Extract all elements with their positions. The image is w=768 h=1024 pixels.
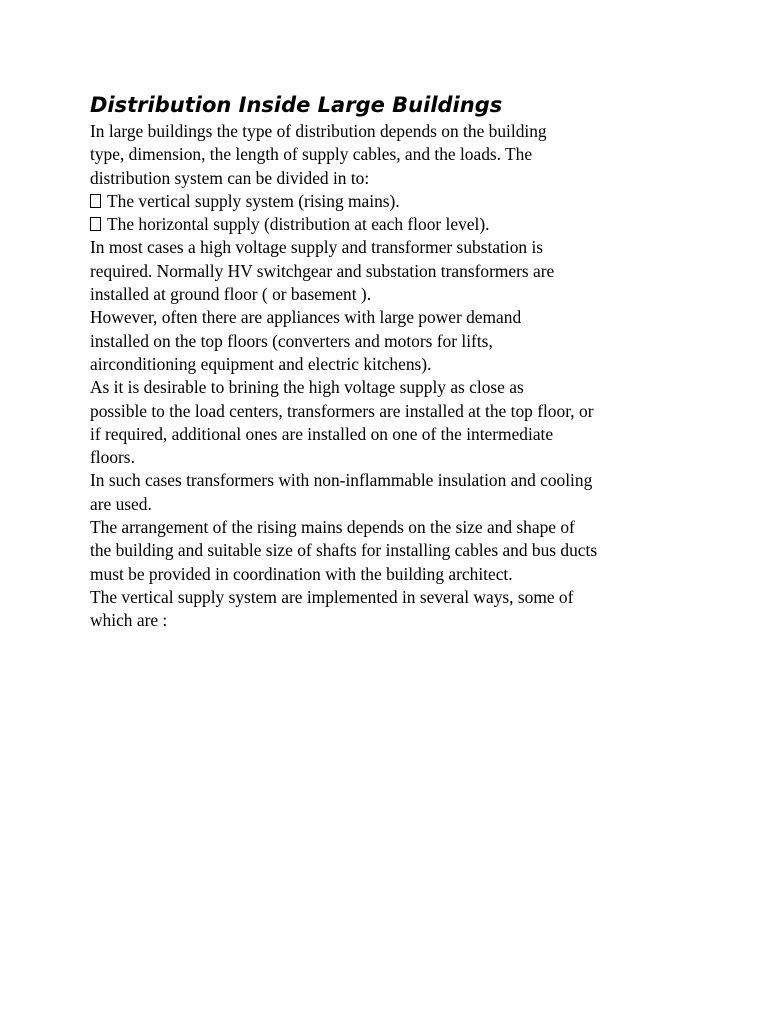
bullet-item-text: The vertical supply system (rising mains). (107, 190, 400, 211)
text-line: In such cases transformers with non-inflammable insulation and cooling (90, 470, 593, 491)
text-line: However, often there are appliances with large power demand (90, 307, 522, 328)
text-line: In most cases a high voltage supply and transformer substation is (90, 237, 544, 258)
text-line: distribution system can be divided in to: (90, 167, 370, 188)
text-line: installed on the top floors (converters and motors for lifts, (90, 330, 493, 351)
text-line: if required, additional ones are installed on one of the intermediate (90, 423, 554, 444)
text-line: floors. (90, 447, 135, 468)
text-line: are used. (90, 493, 152, 514)
text-line: The arrangement of the rising mains depends on the size and shape of (90, 517, 575, 538)
document-title: Distribution Inside Large Buildings (90, 93, 503, 117)
text-line: must be provided in coordination with the building architect. (90, 563, 513, 584)
bullet-item (90, 213, 690, 236)
missing-glyph-box-icon (90, 217, 101, 231)
text-line: which are : (90, 610, 168, 631)
bullet-item (90, 190, 690, 213)
text-line: As it is desirable to brining the high voltage supply as close as (90, 377, 524, 398)
text-line: In large buildings the type of distribution depends on the building (90, 121, 547, 141)
bullet-item-text: The horizontal supply (distribution at each floor level). (107, 214, 490, 235)
text-line: possible to the load centers, transformers are installed at the top floor, or (90, 400, 594, 421)
document-body (90, 120, 690, 633)
missing-glyph-box-icon (90, 194, 101, 208)
text-line: installed at ground floor ( or basement ). (90, 284, 372, 305)
text-line: airconditioning equipment and electric kitchens). (90, 353, 432, 374)
text-line: required. Normally HV switchgear and substation transformers are (90, 260, 555, 281)
text-line: type, dimension, the length of supply cables, and the loads. The (90, 144, 533, 165)
text-line: the building and suitable size of shafts for installing cables and bus ducts (90, 540, 598, 561)
text-line: The vertical supply system are implemented in several ways, some of (90, 586, 574, 607)
